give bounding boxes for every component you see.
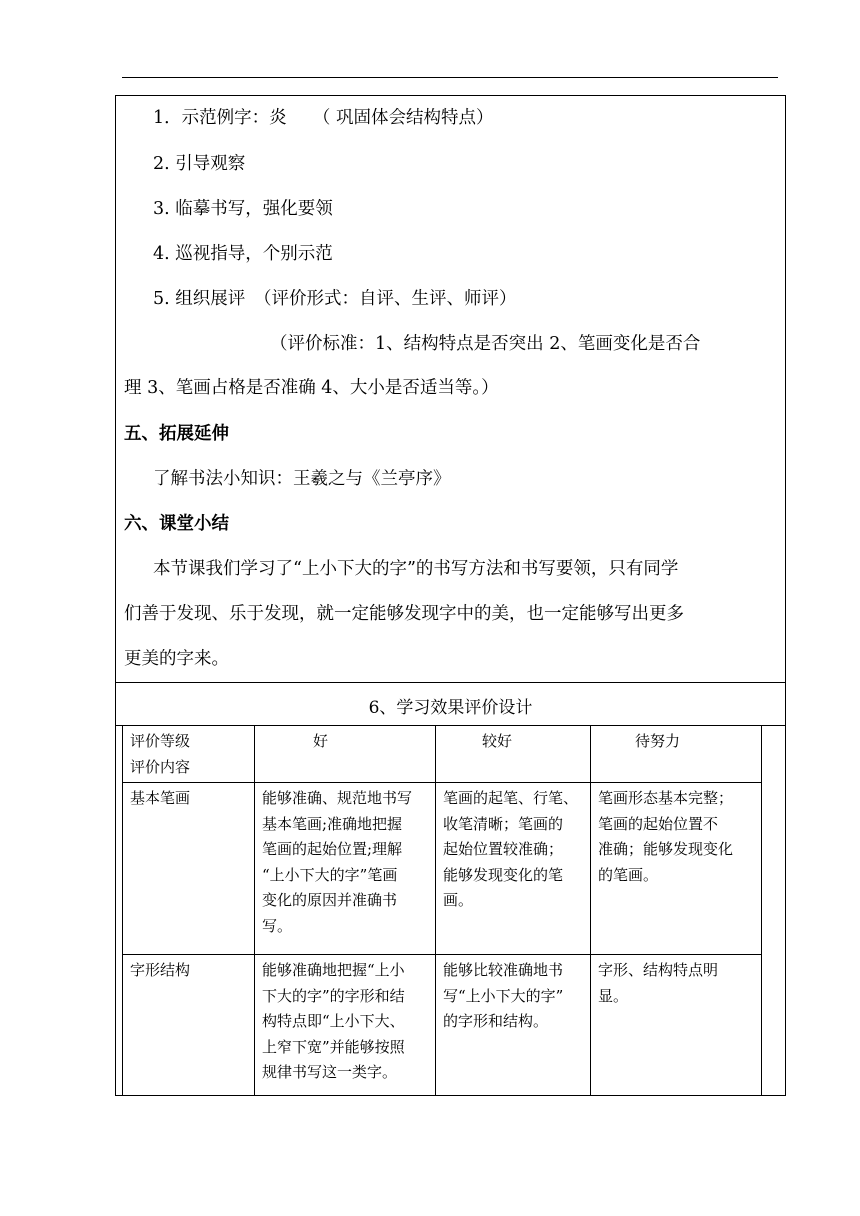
step-4: 4. 巡视指导，个别示范 — [153, 244, 333, 264]
row-basic-strokes-name: 基本笔画 — [130, 789, 191, 807]
step-3: 3. 临摹书写，强化要领 — [153, 199, 333, 219]
header-good: 好 — [313, 732, 329, 750]
row-basic-strokes-better: 笔画的起笔、行笔、 收笔清晰；笔画的 起始位置较准确； 能够发现变化的笔 画。 — [443, 789, 579, 909]
row-structure-name: 字形结构 — [130, 961, 191, 979]
criteria-line-2: 理 3、笔画占格是否准确 4、大小是否适当等。） — [124, 378, 499, 398]
header-better: 较好 — [482, 732, 513, 750]
step-2: 2. 引导观察 — [153, 154, 246, 174]
summary-line-1: 本节课我们学习了“上小下大的字”的书写方法和书写要领，只有同学 — [153, 559, 679, 579]
grid-row-1 — [122, 782, 761, 783]
header-content: 评价内容 — [130, 758, 191, 776]
grid-col-4 — [761, 725, 762, 1095]
row-structure-good: 能够准确地把握“上小 下大的字”的字形和结 构特点即“上小下大、 上窄下宽”并能够按照 规律书写这一类字。 — [262, 961, 405, 1081]
grid-bottom — [115, 1095, 786, 1096]
grid-col-2 — [435, 725, 436, 1095]
criteria-line-1: （评价标准：1、结构特点是否突出 2、笔画变化是否合 — [270, 334, 701, 354]
row-structure-better: 能够比较准确地书 写“上小下大的字” 的字形和结构。 — [443, 961, 564, 1030]
header-rule — [122, 77, 778, 78]
row-basic-strokes-good: 能够准确、规范地书写 基本笔画;准确地把握 笔画的起始位置;理解 “上小下大的字”笔画 变化的原因并准确书 写。 — [262, 789, 413, 935]
step-5: 5. 组织展评 （评价形式：自评、生评、师评） — [153, 289, 517, 309]
divider-top — [115, 682, 786, 683]
divider-eval-title — [115, 725, 786, 726]
header-level: 评价等级 — [130, 732, 191, 750]
grid-col-1 — [254, 725, 255, 1095]
section5-text: 了解书法小知识：王羲之与《兰亭序》 — [153, 469, 451, 489]
section6-heading: 六、课堂小结 — [124, 514, 229, 534]
row-basic-strokes-effort: 笔画形态基本完整； 笔画的起始位置不 准确；能够发现变化 的笔画。 — [598, 789, 734, 884]
evaluation-title: 6、学习效果评价设计 — [368, 698, 533, 718]
grid-col-0 — [122, 725, 123, 1095]
step-1: 1．示范例字：炎 （ 巩固体会结构特点） — [153, 108, 494, 128]
summary-line-3: 更美的字来。 — [124, 649, 229, 669]
row-structure-effort: 字形、结构特点明 显。 — [598, 961, 719, 1005]
section5-heading: 五、拓展延伸 — [124, 424, 229, 444]
summary-line-2: 们善于发现、乐于发现，就一定能够发现字中的美，也一定能够写出更多 — [124, 604, 684, 624]
header-effort: 待努力 — [635, 732, 681, 750]
grid-col-3 — [590, 725, 591, 1095]
grid-row-2 — [122, 954, 761, 955]
